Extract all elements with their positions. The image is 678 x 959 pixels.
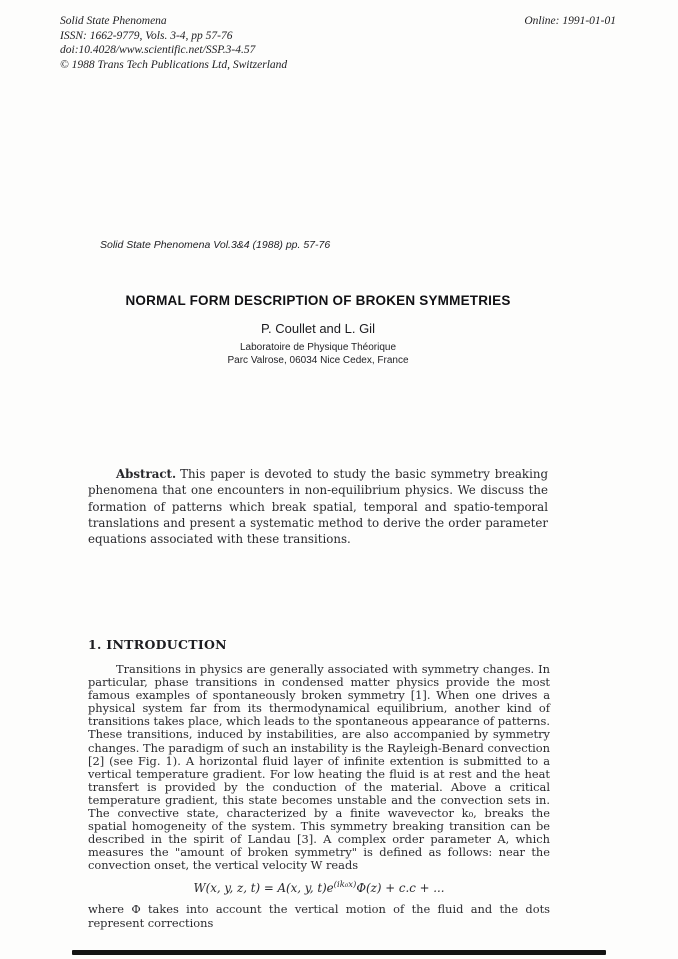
affiliation-line-2: Parc Valrose, 06034 Nice Cedex, France [227, 355, 409, 366]
citation-note: Solid State Phenomena Vol.3&4 (1988) pp. 57-76 [100, 239, 331, 251]
abstract-paragraph [88, 466, 548, 547]
equation-post: Φ(z) + c.c + ... [356, 880, 445, 895]
intro-paragraph: Transitions in physics are generally associated with symmetry changes. In particular, phase transitions in condensed matter physics provide the most famous examples of spontaneously broken symmetry [1]. When one drives a physical system far from its thermodynamical equilibrium, another kind of transitions takes place, which leads to the spontaneous appearance of patterns. These transitions, induced by instabilities, are also accompanied by symmetry changes. The paradigm of such an instability is the Rayleigh-Benard convection [2] (see Fig. 1). A horizontal fluid layer of infinite extention is submitted to a vertical temperature gradient. For low heating the fluid is at rest and the heat transfert is provided by the conduction of the material. Above a critical temperature gradient, this state becomes unstable and the convection sets in. The convective state, characterized by a finite wavevector k₀, breaks the spatial homogeneity of the system. This symmetry breaking transition can be described in the spirit of Landau [3]. A complex order parameter A, which measures the "amount of broken symmetry" is defined as follows: near the convection onset, the vertical velocity W reads [88, 662, 550, 873]
journal-name: Solid State Phenomena [60, 15, 167, 27]
affiliation-line-1: Laboratoire de Physique Théorique [239, 342, 397, 353]
equation-superscript: (ik₀x) [333, 879, 357, 890]
velocity-equation [88, 880, 550, 895]
section-heading: 1. INTRODUCTION [88, 637, 227, 652]
journal-header [60, 14, 616, 72]
abstract-label: Abstract. [116, 467, 177, 481]
introduction-section [88, 637, 550, 930]
abstract-text: This paper is devoted to study the basic symmetry breaking phenomena that one encounters in non-equilibrium physics. We discuss the formation of patterns which break spatial, temporal and spatio-temporal translations and present a systematic method to derive the order parameter equations associated with these transitions. [88, 467, 548, 547]
doi-line: doi:10.4028/www.scientific.net/SSP.3-4.57 [60, 44, 256, 56]
online-date: Online: 1991-01-01 [524, 15, 616, 27]
issn-line: ISSN: 1662-9779, Vols. 3-4, pp 57-76 [60, 29, 233, 42]
authors: P. Coullet and L. Gil [261, 321, 375, 336]
intro-paragraph-continued: where Φ takes into account the vertical motion of the fluid and the dots represent corrections [88, 902, 550, 930]
equation-pre: W(x, y, z, t) = A(x, y, t)e [193, 880, 334, 895]
journal-info-block [60, 14, 287, 72]
copyright-line: © 1988 Trans Tech Publications Ltd, Switzerland [60, 58, 288, 71]
paper-title: NORMAL FORM DESCRIPTION OF BROKEN SYMMETRIES [125, 293, 511, 308]
affiliation [88, 341, 548, 367]
bottom-rule [72, 950, 606, 955]
